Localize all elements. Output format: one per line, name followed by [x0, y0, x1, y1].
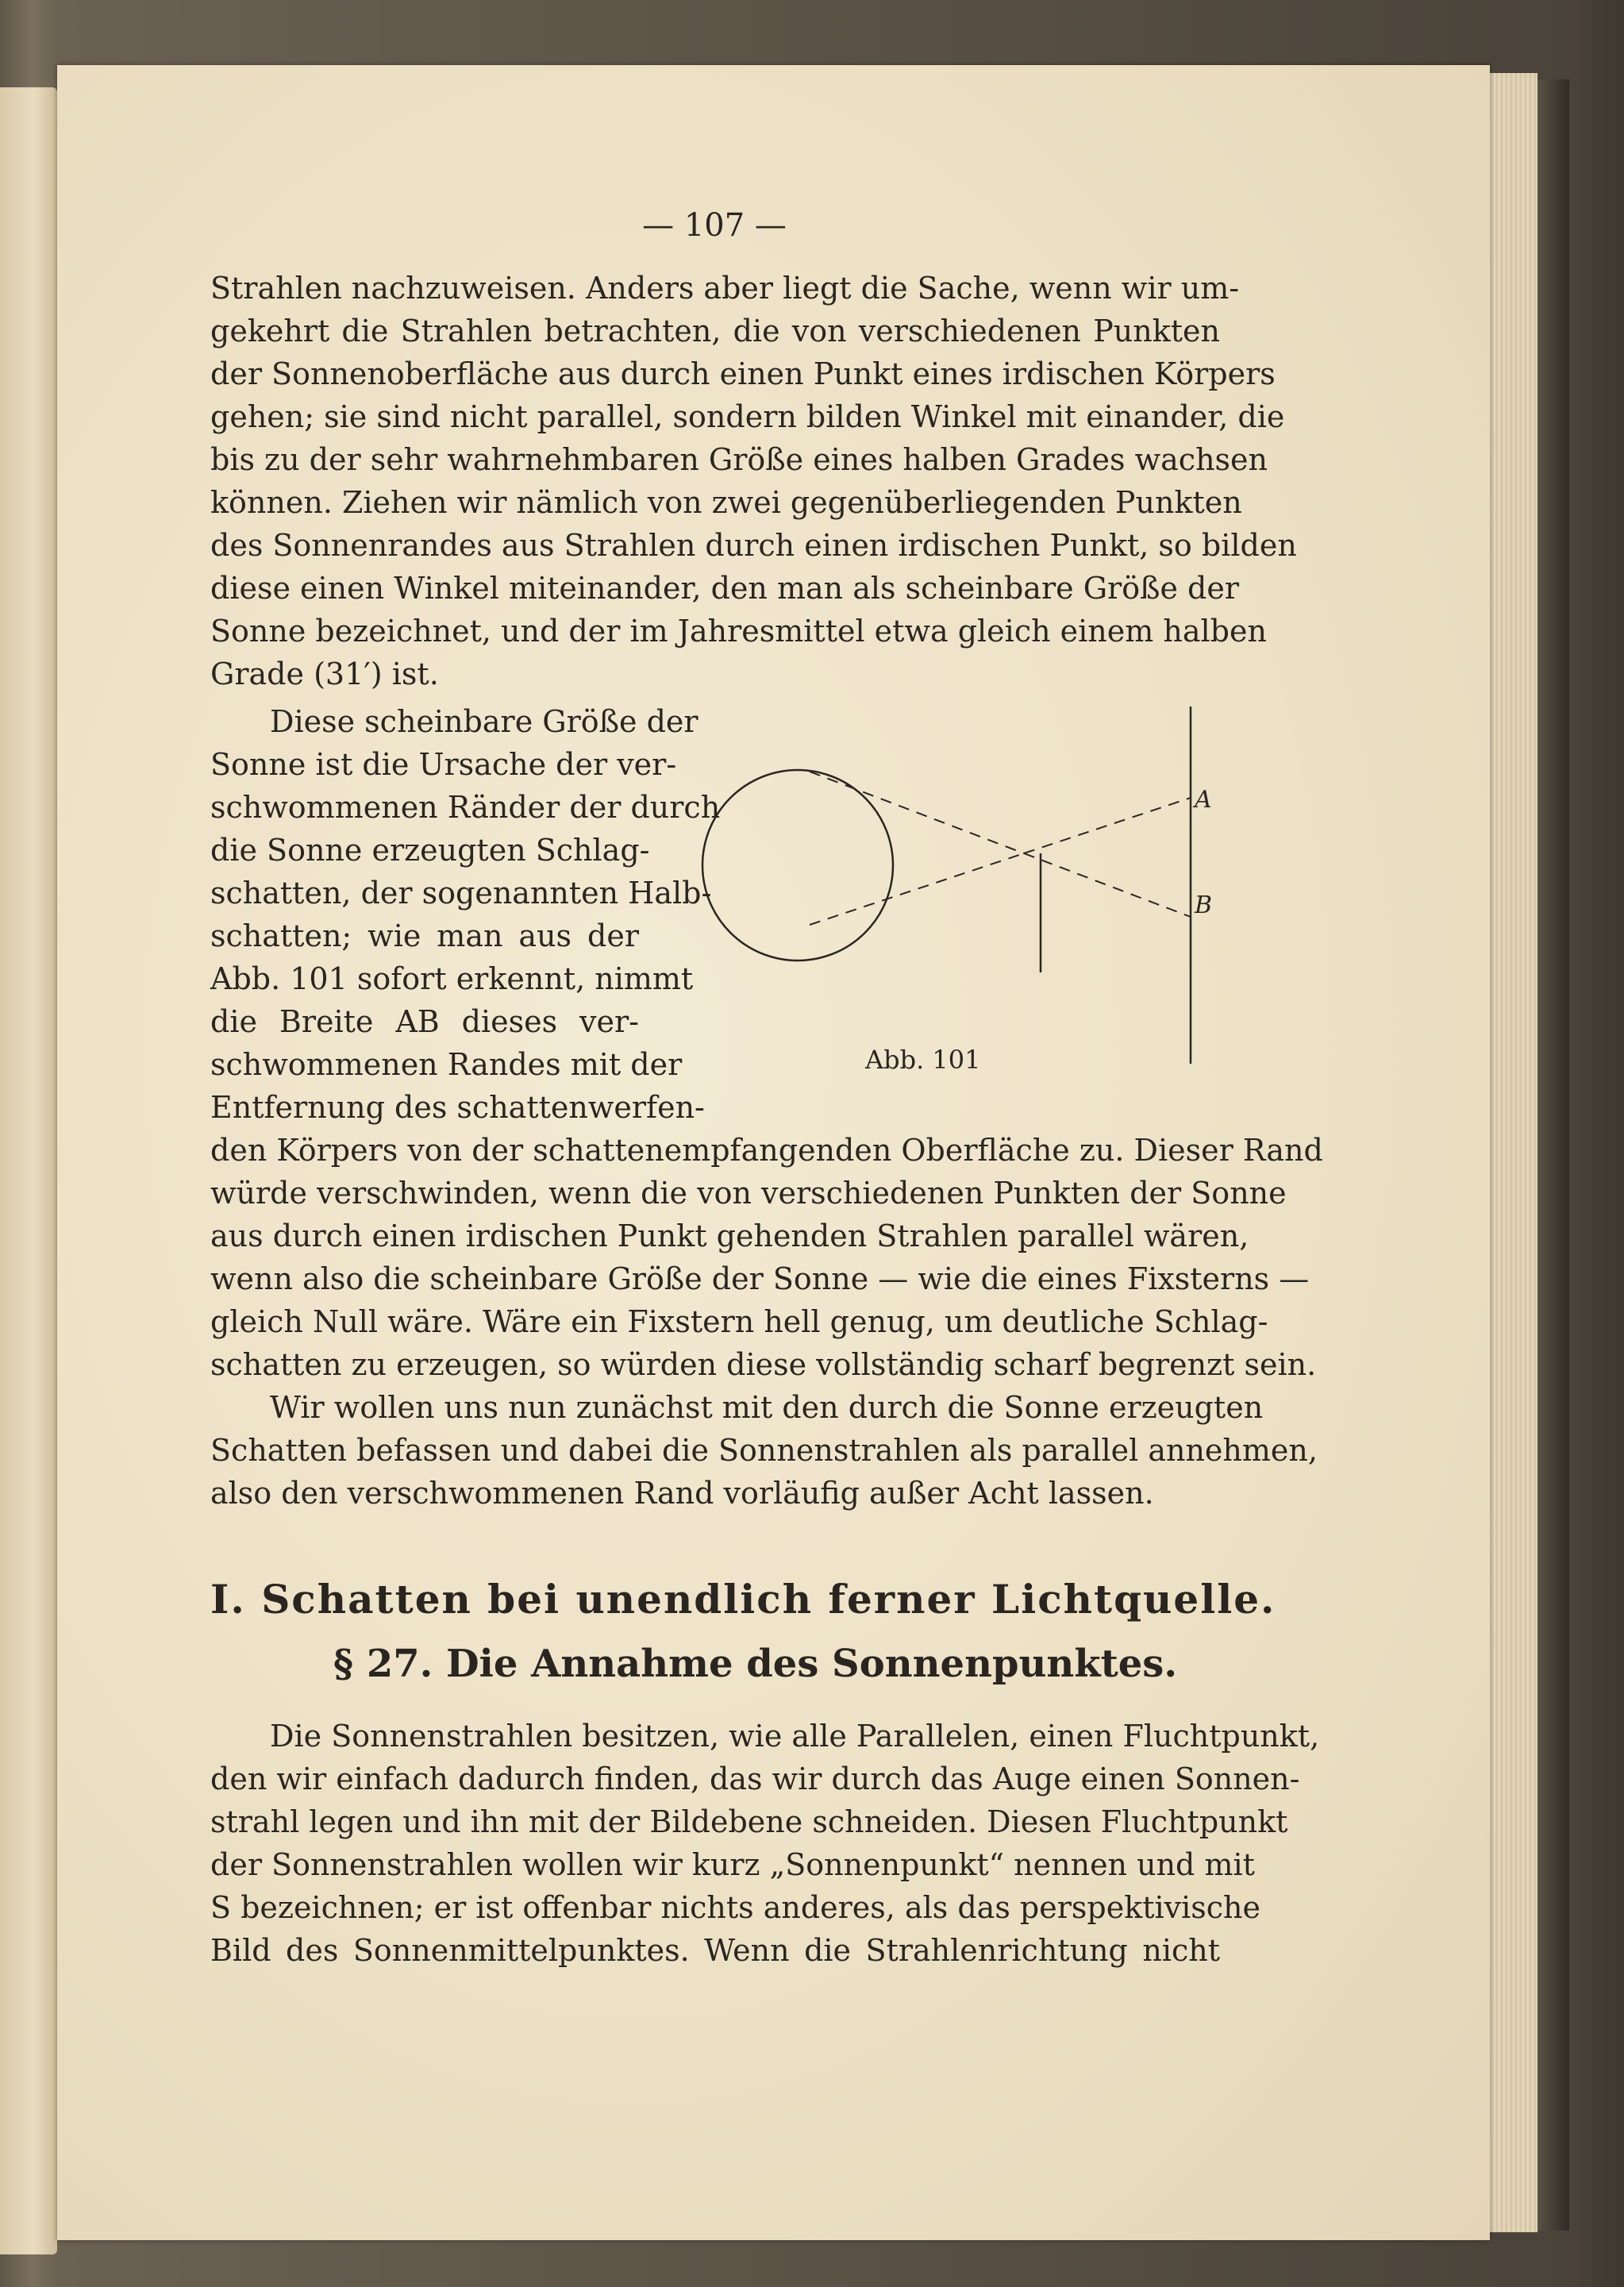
page-number: — 107 —: [642, 207, 787, 244]
text-line: bis zu der sehr wahrnehmbaren Größe eines halben Grades wachsen: [210, 442, 1268, 477]
text-line: des Sonnenrandes aus Strahlen durch einen irdischen Punkt, so bilden: [210, 528, 1297, 563]
text-line: Diese scheinbare Größe der: [270, 704, 698, 739]
text-line: gehen; sie sind nicht parallel, sondern bilden Winkel mit einander, die: [210, 399, 1285, 434]
text-line: Abb. 101 sofort erkennt, nimmt: [210, 961, 694, 996]
text-line: wenn also die scheinbare Größe der Sonne — wie die eines Fixsterns —: [210, 1261, 1310, 1296]
figure-caption: Abb. 101: [865, 1045, 981, 1075]
previous-page-edge: [0, 87, 57, 2254]
ray-upper-to-b-extension: [1024, 853, 1191, 917]
label-b: B: [1195, 891, 1213, 919]
text-line: Bild des Sonnenmittelpunktes. Wenn die Strahlenrichtung nicht: [210, 1933, 1220, 1968]
text-line: Sonne ist die Ursache der ver-: [210, 747, 677, 782]
figure-abb-101: [659, 699, 1230, 1080]
text-line: die Breite AB dieses ver-: [210, 1004, 639, 1039]
text-line: Wir wollen uns nun zunächst mit den durch die Sonne erzeugten: [270, 1390, 1264, 1425]
ray-lower-to-a: [810, 853, 1024, 925]
text-line: schatten; wie man aus der: [210, 918, 639, 953]
text-line: gleich Null wäre. Wäre ein Fixstern hell genug, um deutliche Schlag-: [210, 1304, 1268, 1339]
text-line: gekehrt die Strahlen betrachten, die von verschiedenen Punkten: [210, 314, 1220, 348]
text-line: der Sonnenstrahlen wollen wir kurz „Sonnenpunkt“ nennen und mit: [210, 1847, 1255, 1882]
text-line: Strahlen nachzuweisen. Anders aber liegt die Sache, wenn wir um-: [210, 271, 1240, 306]
text-line: Sonne bezeichnet, und der im Jahresmittel etwa gleich einem halben: [210, 614, 1267, 649]
text-line: schwommenen Ränder der durch: [210, 790, 721, 825]
text-line: diese einen Winkel miteinander, den man als scheinbare Größe der: [210, 571, 1240, 606]
subsection-heading: § 27. Die Annahme des Sonnenpunktes.: [333, 1642, 1178, 1686]
text-line: Schatten befassen und dabei die Sonnenstrahlen als parallel annehmen,: [210, 1433, 1318, 1468]
text-line: schatten zu erzeugen, so würden diese vollständig scharf begrenzt sein.: [210, 1347, 1317, 1382]
text-line: S bezeichnen; er ist offenbar nichts anderes, als das perspektivische: [210, 1890, 1261, 1925]
text-line: den wir einfach dadurch finden, das wir durch das Auge einen Sonnen-: [210, 1761, 1300, 1796]
text-line: Die Sonnenstrahlen besitzen, wie alle Parallelen, einen Fluchtpunkt,: [270, 1719, 1320, 1754]
text-line: Entfernung des schattenwerfen-: [210, 1090, 705, 1125]
text-line: können. Ziehen wir nämlich von zwei gegenüberliegenden Punkten: [210, 485, 1242, 520]
text-line: der Sonnenoberfläche aus durch einen Punkt eines irdischen Körpers: [210, 356, 1276, 391]
ray-lower-to-a-extension: [1024, 798, 1191, 853]
text-line: würde verschwinden, wenn die von verschiedenen Punkten der Sonne: [210, 1176, 1287, 1211]
label-a: A: [1195, 786, 1212, 814]
sun-circle: [702, 770, 893, 961]
text-line: schwommenen Randes mit der: [210, 1047, 683, 1082]
text-line: Grade (31′) ist.: [210, 656, 439, 691]
text-line: strahl legen und ihn mit der Bildebene schneiden. Diesen Fluchtpunkt: [210, 1804, 1288, 1839]
page-stack-edge: [1490, 73, 1537, 2232]
section-heading: I. Schatten bei unendlich ferner Lichtquelle.: [210, 1576, 1276, 1623]
text-line: schatten, der sogenannten Halb-: [210, 876, 712, 911]
text-line: aus durch einen irdischen Punkt gehenden Strahlen parallel wären,: [210, 1219, 1249, 1253]
text-line: also den verschwommenen Rand vorläufig außer Acht lassen.: [210, 1476, 1154, 1511]
ray-upper-to-b: [810, 772, 1024, 853]
book-cover-edge: [1537, 79, 1569, 2231]
text-line: den Körpers von der schattenempfangenden Oberfläche zu. Dieser Rand: [210, 1133, 1323, 1168]
text-line: die Sonne erzeugten Schlag-: [210, 833, 650, 868]
